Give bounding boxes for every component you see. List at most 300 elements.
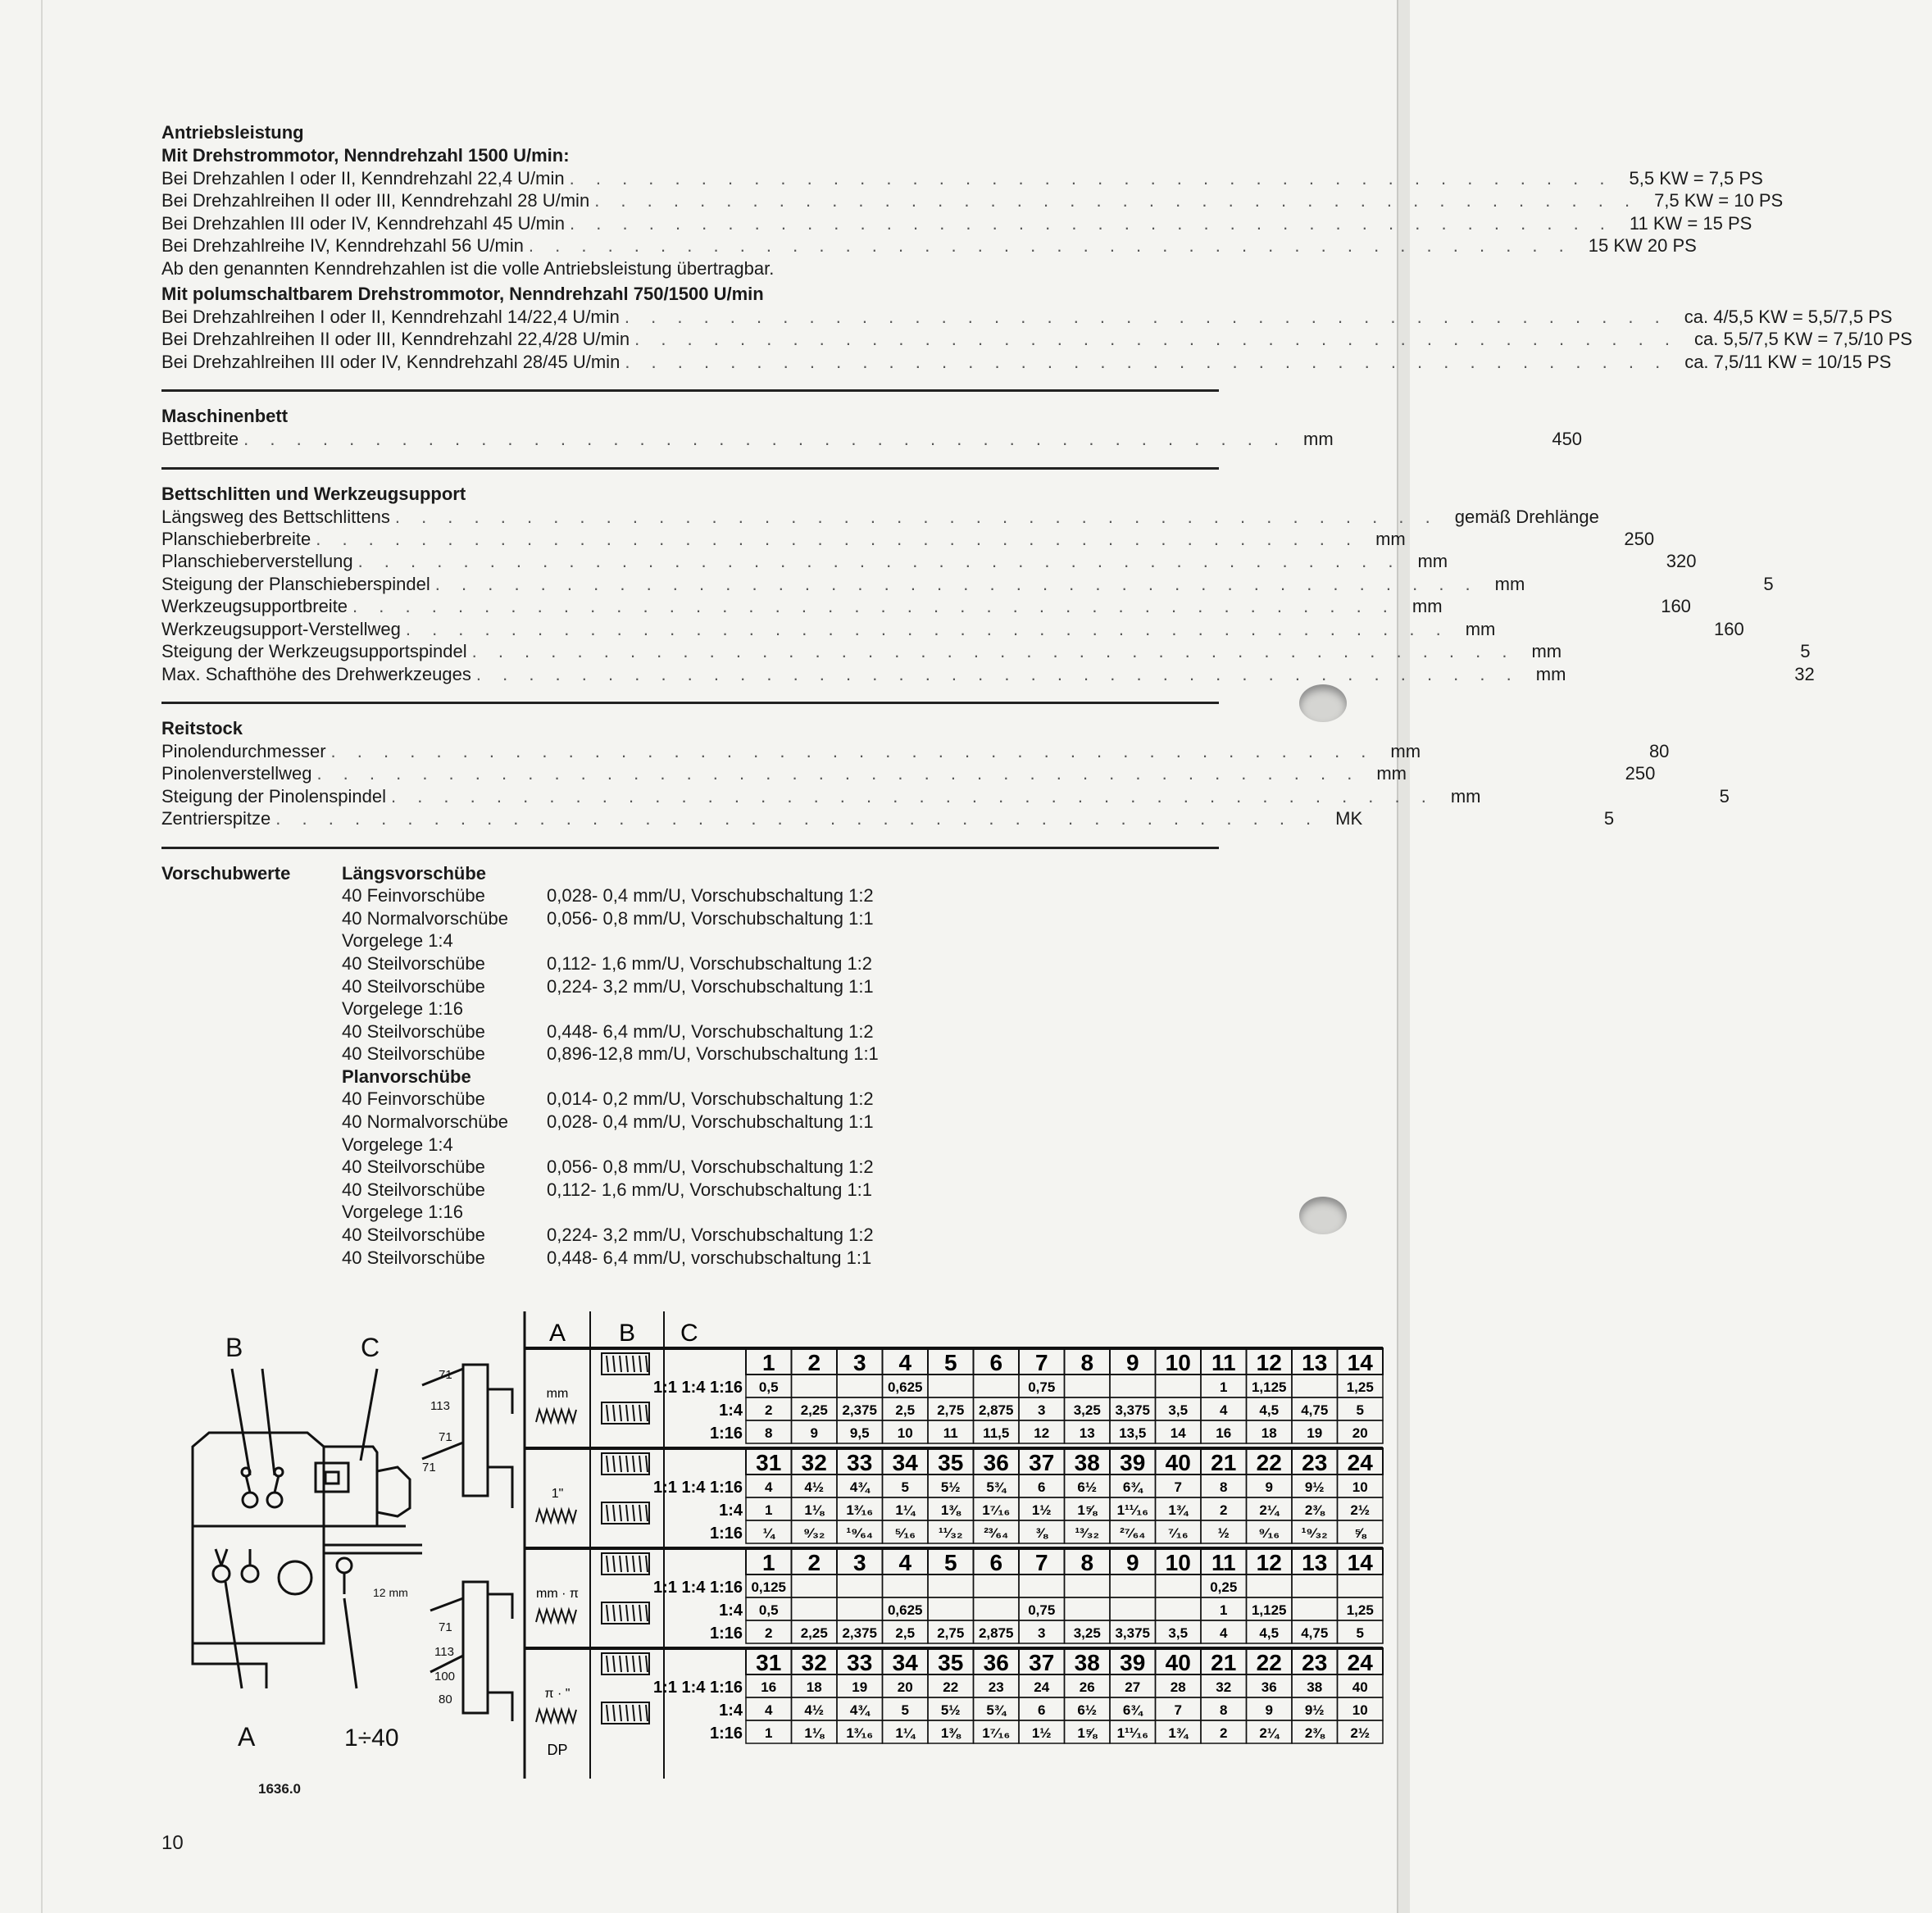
spec-row (161, 234, 1697, 257)
header-number: 2 (807, 1350, 821, 1375)
feed-row (342, 1134, 973, 1156)
lever-knob (337, 1558, 352, 1573)
feed-label: 40 Normalvorschübe (342, 907, 508, 929)
gear-tooth (620, 1405, 621, 1421)
leader-dots: . . . . . . . . . . . . . . . . . . . . . . . . . . . . . . . . . . . . . . . . (434, 573, 1479, 594)
spec-value: 5 (1719, 785, 1730, 807)
subsection-title: Mit polumschaltbarem Drehstrommotor, Nenndrehzahl 750/1500 U/min (161, 284, 764, 305)
table-value: 7 (1174, 1702, 1182, 1718)
value-cell (974, 1375, 1020, 1397)
col-header-c: C (680, 1320, 698, 1347)
unit-label: 1" (551, 1487, 564, 1501)
header-number: 39 (1120, 1450, 1146, 1475)
table-value: 2⅜ (1304, 1725, 1325, 1741)
header-number: 22 (1256, 1650, 1282, 1675)
value-cell (928, 1597, 974, 1620)
note-text: Ab den genannten Kenndrehzahlen ist die volle Antriebsleistung übertragbar. (161, 257, 775, 279)
table-value: 0,5 (758, 1602, 779, 1618)
table-value: ⁹⁄₃₂ (803, 1525, 825, 1541)
feed-value: 0,224- 3,2 mm/U, Vorschubschaltung 1:2 (547, 1225, 874, 1246)
spec-row (161, 595, 1691, 617)
window (316, 1463, 348, 1492)
leader-dots: . . . . . . . . . . . . . . . . . . . . . . . . . . . . . . . . . . . . . . . . (330, 740, 1375, 761)
feed-row (342, 884, 973, 907)
table-value: 0,125 (751, 1579, 787, 1595)
feed-value: 0,448- 6,4 mm/U, vorschubschaltung 1:1 (547, 1247, 872, 1268)
spec-label: Bei Drehzahlreihen III oder IV, Kenndrehzahl 28/45 U/min (161, 351, 621, 372)
feed-row (342, 1179, 973, 1202)
thread-profile-icon (536, 1610, 576, 1622)
table-value: 32 (1216, 1679, 1232, 1695)
feed-row (342, 1066, 973, 1088)
gear-tooth (633, 1456, 634, 1472)
table-value: ½ (1217, 1525, 1230, 1541)
spec-row (161, 618, 1744, 640)
spec-label: Pinolenverstellweg (161, 763, 312, 784)
subsection-title: Mit Drehstrommotor, Nenndrehzahl 1500 U/min: (161, 145, 570, 166)
lever-knob (243, 1493, 257, 1507)
table-value: 1³⁄₁₆ (846, 1725, 874, 1741)
header-number: 40 (1165, 1650, 1191, 1675)
gear-tooth (639, 1456, 641, 1472)
value-cell (974, 1597, 1020, 1620)
leader-b (262, 1369, 275, 1475)
spec-row (161, 663, 1815, 685)
header-number: 34 (892, 1450, 918, 1475)
spec-label: Bettbreite (161, 429, 239, 450)
label-b: B (225, 1333, 243, 1362)
feed-value: 0,028- 0,4 mm/U, Vorschubschaltung 1:1 (547, 1111, 874, 1133)
table-value: ⅝ (1354, 1525, 1366, 1541)
gear-tooth (613, 1556, 615, 1572)
window-inner (325, 1472, 339, 1484)
spec-label: Bei Drehzahlreihen II oder III, Kenndrehzahl 22,4/28 U/min (161, 329, 630, 350)
table-value: 7 (1174, 1479, 1182, 1495)
header-number: 1 (761, 1550, 775, 1575)
value-cell (1292, 1375, 1338, 1397)
spec-row (161, 212, 1752, 234)
lever-knob (242, 1565, 258, 1582)
header-number: 3 (852, 1550, 866, 1575)
header-number: 22 (1256, 1450, 1282, 1475)
leader-dots: . . . . . . . . . . . . . . . . . . . . . . . . . . . . . . . . . . . . . . . . (390, 785, 1434, 807)
gear-tooth (620, 1705, 621, 1721)
spec-row (161, 328, 1912, 350)
ratio-label: 1:16 (709, 1724, 743, 1743)
table-value: 1³⁄₁₆ (846, 1502, 874, 1518)
gear-tooth (620, 1356, 621, 1372)
table-value: 4½ (804, 1702, 825, 1718)
leader-dots: . . . . . . . . . . . . . . . . . . . . . . . . . . . . . . . . . . . . . . . . (569, 168, 1613, 189)
gear-train-bottom (463, 1582, 488, 1713)
table-value: 2¼ (1259, 1725, 1280, 1741)
table-value: 1,25 (1346, 1602, 1374, 1618)
leader-dots: . . . . . . . . . . . . . . . . . . . . . . . . . . . . . . . . . . . . . . . . (352, 596, 1396, 617)
table-value: 18 (1261, 1425, 1277, 1441)
header-number: 5 (943, 1350, 957, 1375)
ratio-label: 1:1 1:4 1:16 (653, 1479, 743, 1497)
gear-tooth (613, 1456, 615, 1472)
gear-tooth (607, 1356, 608, 1372)
section-divider (161, 702, 1219, 704)
header-number: 33 (847, 1650, 873, 1675)
table-value: 13,5 (1119, 1425, 1147, 1441)
table-value: 1,25 (1346, 1379, 1374, 1395)
table-value: 4½ (804, 1479, 825, 1495)
table-value: 3,5 (1168, 1625, 1189, 1641)
value-cell (1110, 1375, 1156, 1397)
gear-tooth (626, 1405, 628, 1421)
feed-label: 40 Steilvorschübe (342, 1020, 485, 1042)
feed-label: Vorgelege 1:16 (342, 1202, 464, 1223)
table-value: 6¾ (1122, 1479, 1143, 1495)
spec-value: 5 (1763, 573, 1774, 594)
header-number: 5 (943, 1550, 957, 1575)
value-cell (1019, 1574, 1065, 1597)
leader-dots: . . . . . . . . . . . . . . . . . . . . . . . . . . . . . . . . . . . . . . . . (624, 307, 1668, 328)
gear-bracket (488, 1594, 512, 1721)
feed-row (342, 1156, 973, 1179)
gear-label-80: 80 (439, 1693, 452, 1706)
spec-row (161, 807, 1615, 829)
feed-value (547, 1066, 973, 1088)
table-value: 4,5 (1259, 1625, 1280, 1641)
leader-dots: . . . . . . . . . . . . . . . . . . . . . . . . . . . . . . . . . . . . . . . . (471, 641, 1516, 662)
spec-value: ca. 5,5/7,5 KW = 7,5/10 PS (1693, 329, 1912, 350)
spec-unit: mm (1303, 429, 1334, 450)
ratio-label: 1:16 (709, 1425, 743, 1443)
label-a: A (238, 1722, 256, 1752)
value-cell (1065, 1574, 1111, 1597)
gear-tooth (646, 1505, 648, 1521)
leader-ratio (344, 1598, 357, 1688)
table-value: 1 (1220, 1602, 1228, 1618)
spec-unit: mm (1417, 551, 1448, 572)
ratio-label: 1:16 (709, 1524, 743, 1543)
feed-label: 40 Steilvorschübe (342, 1043, 485, 1065)
header-number: 8 (1080, 1350, 1094, 1375)
thread-feed-diagram (193, 1311, 1385, 1779)
feed-row (342, 952, 973, 975)
ratio-label: 1:4 (719, 1702, 743, 1720)
gear-tooth (646, 1605, 648, 1621)
table-value: 4,5 (1259, 1402, 1280, 1418)
base (193, 1643, 324, 1688)
feed-label: 40 Steilvorschübe (342, 952, 485, 974)
gear-tooth (626, 1456, 628, 1472)
leader-dots: . . . . . . . . . . . . . . . . . . . . . . . . . . . . . . . . . . . . . . . . (316, 529, 1360, 550)
gear-tooth (639, 1605, 641, 1621)
col-header-b: B (618, 1320, 636, 1347)
spec-label: Bei Drehzahlreihe IV, Kenndrehzahl 56 U/min (161, 235, 524, 257)
table-value: 6¾ (1122, 1702, 1143, 1718)
gear-label-71: 71 (439, 1368, 452, 1382)
table-value: 10 (897, 1425, 913, 1441)
feed-row (342, 1111, 973, 1134)
ratio-label: 1:4 (719, 1402, 743, 1420)
lever-arm (275, 1475, 279, 1493)
gear-tooth (639, 1556, 641, 1572)
gear-tooth (633, 1605, 634, 1621)
leader-dots: . . . . . . . . . . . . . . . . . . . . . . . . . . . . . . . . . . . . . . . . (243, 429, 1288, 450)
table-value: 4,75 (1301, 1402, 1329, 1418)
spec-row (161, 428, 1583, 450)
table-value: 5 (901, 1702, 909, 1718)
header-number: 40 (1165, 1450, 1191, 1475)
table-value: ¹⁹⁄₃₂ (1301, 1525, 1328, 1541)
header-number: 10 (1165, 1350, 1191, 1375)
unit-label: π · " (544, 1687, 571, 1701)
value-cell (792, 1574, 838, 1597)
table-value: 0,75 (1028, 1602, 1056, 1618)
spec-label: Längsweg des Bettschlittens (161, 506, 390, 527)
table-value: 4¾ (849, 1702, 870, 1718)
leader-dots: . . . . . . . . . . . . . . . . . . . . . . . . . . . . . . . . . . . . . . . . (625, 351, 1669, 372)
gear-tooth (646, 1705, 648, 1721)
gear-tooth (620, 1505, 621, 1521)
ratio-label: 1:1 1:4 1:16 (653, 1579, 743, 1597)
table-value: ⅜ (1035, 1525, 1048, 1541)
table-value: 3,25 (1073, 1402, 1101, 1418)
table-value: 11 (943, 1425, 958, 1441)
gear-tooth (607, 1556, 608, 1572)
header-number: 31 (756, 1650, 782, 1675)
gear-tooth (613, 1605, 615, 1621)
table-value: 18 (806, 1679, 822, 1695)
header-number: 37 (1029, 1650, 1055, 1675)
table-value: 2,25 (800, 1402, 828, 1418)
spec-row (161, 550, 1697, 572)
value-cell (792, 1375, 838, 1397)
spec-value: 450 (1552, 429, 1583, 450)
gear-tooth (639, 1405, 641, 1421)
table-value: 0,625 (887, 1602, 923, 1618)
gear-tooth (639, 1505, 641, 1521)
value-cell (837, 1375, 883, 1397)
table-value: 1⅜ (940, 1502, 961, 1518)
dial (279, 1561, 311, 1594)
section-bettschlitten (161, 483, 1815, 685)
feed-value (547, 862, 973, 885)
table-value: 5½ (940, 1479, 961, 1495)
header-number: 39 (1120, 1650, 1146, 1675)
spec-unit: mm (1535, 663, 1566, 684)
ratio-label: 1:4 (719, 1602, 743, 1620)
spec-value: 7,5 KW = 10 PS (1654, 190, 1784, 211)
gear-label-71: 71 (422, 1461, 436, 1475)
punch-hole-lower (1299, 1197, 1347, 1234)
feed-row (342, 997, 973, 1020)
spec-row (161, 785, 1730, 807)
spec-unit: mm (1375, 529, 1406, 550)
value-cell (1338, 1574, 1384, 1597)
spec-label: Planschieberbreite (161, 529, 311, 550)
header-number: 2 (807, 1550, 821, 1575)
value-cell (883, 1574, 929, 1597)
gear-tooth (607, 1605, 608, 1621)
table-value: ¹³⁄₃₂ (1075, 1525, 1100, 1541)
gear-tooth (646, 1556, 648, 1572)
table-value: 2,375 (842, 1625, 878, 1641)
leader-dots: . . . . . . . . . . . . . . . . . . . . . . . . . . . . . . . . . . . . . . . . (275, 808, 1320, 829)
punch-hole-upper (1299, 684, 1347, 722)
spec-label: Bei Drehzahlen III oder IV, Kenndrehzahl 45 U/min (161, 212, 566, 234)
table-value: 4¾ (849, 1479, 870, 1495)
spec-value: 80 (1648, 740, 1670, 761)
table-value: 16 (1216, 1425, 1232, 1441)
table-value: 16 (761, 1679, 777, 1695)
table-value: 1,125 (1251, 1602, 1287, 1618)
gear-leaders (422, 1369, 463, 1459)
header-number: 23 (1302, 1450, 1328, 1475)
feed-row (342, 1088, 973, 1111)
table-value: 5½ (940, 1702, 961, 1718)
gear-tooth (626, 1705, 628, 1721)
section-antriebsleistung (161, 121, 1912, 373)
header-number: 14 (1347, 1350, 1373, 1375)
section-title: Vorschubwerte (161, 862, 291, 884)
table-value: 1⅛ (804, 1725, 825, 1741)
feed-value: 0,896-12,8 mm/U, Vorschubschaltung 1:1 (547, 1043, 879, 1065)
gear-tooth (613, 1656, 615, 1672)
table-value: ⁵⁄₁₆ (894, 1525, 916, 1541)
value-cell (1156, 1375, 1202, 1397)
feed-row (342, 1224, 973, 1247)
gear-tooth (633, 1356, 634, 1372)
spec-unit: mm (1450, 785, 1481, 807)
table-value: 1⁷⁄₁₆ (982, 1725, 1011, 1741)
col-header-a: A (548, 1320, 566, 1347)
feed-value (547, 997, 973, 1020)
feed-label: 40 Steilvorschübe (342, 975, 485, 997)
section-maschinenbett (161, 405, 1583, 450)
table-value: ⁷⁄₁₆ (1167, 1525, 1189, 1541)
feed-row (342, 929, 973, 952)
value-cell (1065, 1597, 1111, 1620)
header-number: 9 (1125, 1550, 1139, 1575)
lever-arm (216, 1549, 221, 1565)
table-value: 26 (1079, 1679, 1095, 1695)
table-value: 1 (765, 1502, 773, 1518)
feed-label: 40 Steilvorschübe (342, 1225, 485, 1246)
feed-row (342, 1247, 973, 1270)
value-cell (1156, 1574, 1202, 1597)
table-value: 3,375 (1115, 1625, 1151, 1641)
table-value: 3 (1038, 1402, 1046, 1418)
spec-label: Steigung der Werkzeugsupportspindel (161, 641, 467, 662)
header-number: 3 (852, 1350, 866, 1375)
leader-b (232, 1369, 250, 1475)
table-value: 6 (1038, 1702, 1046, 1718)
value-cell (1156, 1597, 1202, 1620)
spec-value: 320 (1666, 551, 1697, 572)
section-title: Antriebsleistung (161, 122, 304, 143)
lever-arm (246, 1475, 250, 1493)
table-value: 2¼ (1259, 1502, 1280, 1518)
table-value: 1⅝ (1077, 1502, 1098, 1518)
gear-tooth (626, 1505, 628, 1521)
spec-unit: mm (1390, 740, 1421, 761)
header-number: 11 (1211, 1550, 1236, 1575)
gearbox-cover (324, 1447, 377, 1526)
label-ratio: 1÷40 (344, 1724, 399, 1752)
table-value: 20 (897, 1679, 913, 1695)
table-value: 2 (1220, 1725, 1228, 1741)
table-value: 4 (1220, 1625, 1228, 1641)
table-value: 14 (1170, 1425, 1186, 1441)
gear-tooth (607, 1705, 608, 1721)
spec-value: 250 (1625, 763, 1656, 784)
spec-unit: mm (1376, 763, 1407, 784)
feed-value: 0,028- 0,4 mm/U, Vorschubschaltung 1:2 (547, 885, 874, 907)
table-value: 2,75 (937, 1625, 965, 1641)
lever-tip (275, 1468, 283, 1476)
spec-label: Planschieberverstellung (161, 551, 353, 572)
lever-knob (213, 1565, 230, 1582)
feed-row (342, 1201, 973, 1224)
spec-label: Max. Schafthöhe des Drehwerkzeuges (161, 663, 471, 684)
header-number: 36 (983, 1450, 1009, 1475)
gear-tooth (639, 1656, 641, 1672)
gear-tooth (620, 1656, 621, 1672)
leader-dots: . . . . . . . . . . . . . . . . . . . . . . . . . . . . . . . . . . . . . . . . (394, 506, 1439, 527)
table-value: 1⅛ (804, 1502, 825, 1518)
ratio-label: 1:1 1:4 1:16 (653, 1679, 743, 1697)
section-divider (161, 389, 1219, 392)
header-number: 37 (1029, 1450, 1055, 1475)
spec-unit: gemäß Drehlänge (1454, 506, 1599, 527)
spec-value: 5 (1603, 808, 1615, 829)
ratio-label: 1:4 (719, 1502, 743, 1520)
gear-label-113: 113 (430, 1399, 450, 1413)
table-value: 3,5 (1168, 1402, 1189, 1418)
spec-row (161, 167, 1763, 189)
spec-row (161, 573, 1774, 595)
feed-value: 0,224- 3,2 mm/U, Vorschubschaltung 1:1 (547, 975, 874, 997)
feed-label: 40 Normalvorschübe (342, 1111, 508, 1133)
spec-unit: mm (1465, 618, 1496, 639)
ratio-label: 1:1 1:4 1:16 (653, 1379, 743, 1397)
table-value: 2 (1220, 1502, 1228, 1518)
section-title: Bettschlitten und Werkzeugsupport (161, 483, 466, 504)
header-number: 7 (1034, 1550, 1048, 1575)
thread-profile-icon (536, 1710, 576, 1722)
feed-label: 40 Steilvorschübe (342, 1247, 485, 1268)
spec-label: Bei Drehzahlen I oder II, Kenndrehzahl 22,4 U/min (161, 168, 565, 189)
header-number: 12 (1256, 1550, 1282, 1575)
gear-bracket (488, 1389, 512, 1508)
table-value: 1½ (1031, 1502, 1052, 1518)
table-value: 11,5 (983, 1425, 1010, 1441)
value-cell (837, 1574, 883, 1597)
leader-dots: . . . . . . . . . . . . . . . . . . . . . . . . . . . . . . . . . . . . . . . . (475, 663, 1520, 684)
header-number: 4 (898, 1350, 912, 1375)
gear-label-71: 71 (439, 1620, 452, 1634)
table-value: 2,875 (978, 1402, 1014, 1418)
section-divider (161, 467, 1219, 470)
spec-row (161, 762, 1656, 784)
table-value: 4,75 (1301, 1625, 1329, 1641)
feed-row (342, 975, 973, 998)
table-value: 20 (1352, 1425, 1368, 1441)
value-cell (1110, 1574, 1156, 1597)
section-divider (161, 847, 1219, 849)
header-number: 8 (1080, 1550, 1094, 1575)
header-number: 36 (983, 1650, 1009, 1675)
feed-label: Planvorschübe (342, 1066, 471, 1087)
gear-label-100: 100 (434, 1670, 456, 1684)
feed-row (342, 907, 973, 930)
